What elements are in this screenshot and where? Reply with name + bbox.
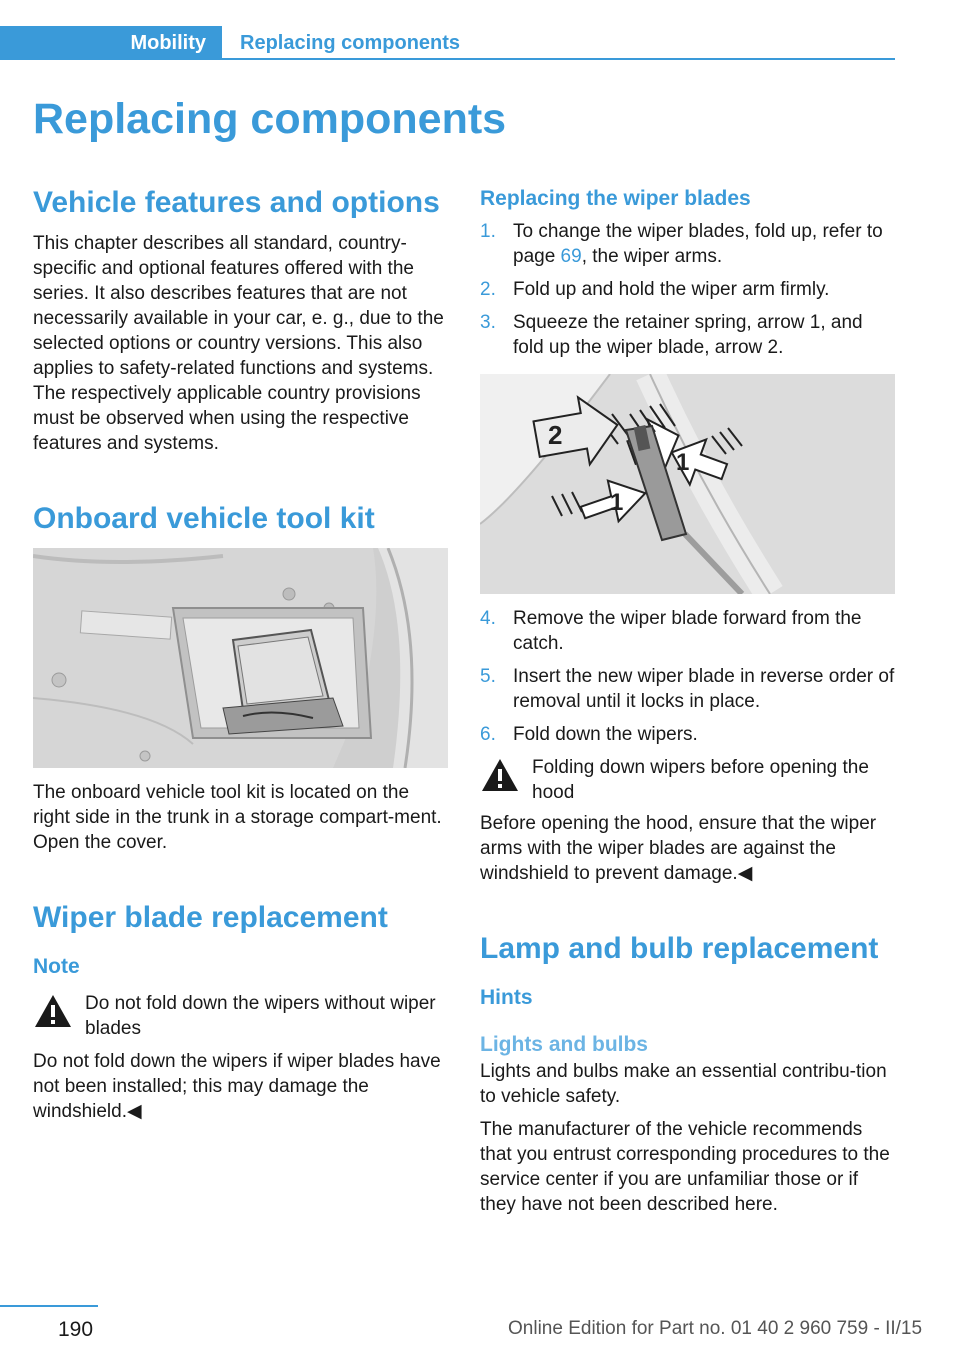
wiper-warning-title: Do not fold down the wipers without wiper blades bbox=[85, 992, 436, 1039]
step-number: 4. bbox=[480, 608, 496, 630]
edition-text: Online Edition for Part no. 01 40 2 960 759 - II/15 bbox=[508, 1318, 923, 1339]
step-number: 1. bbox=[480, 221, 496, 243]
tool-kit-body: The onboard vehicle tool kit is located on the right side in the trunk in a storage compart-ment. Open the cover. bbox=[33, 782, 442, 853]
wiper-warning-body: Do not fold down the wipers if wiper blades have not been installed; this may damage the windshield.◀ bbox=[33, 1050, 441, 1122]
wiper-blade-image bbox=[480, 374, 895, 594]
step-number: 6. bbox=[480, 724, 496, 746]
wiper-heading: Wiper blade replacement bbox=[33, 901, 388, 934]
hood-warning bbox=[480, 755, 895, 805]
step-text: To change the wiper blades, fold up, refer to page 69, the wiper arms. bbox=[513, 221, 883, 268]
wiper-warning bbox=[33, 991, 448, 1041]
steps-list-b bbox=[480, 606, 895, 747]
page-title: Replacing components bbox=[33, 95, 507, 143]
footer-rule bbox=[0, 1305, 98, 1307]
step-text: Squeeze the retainer spring, arrow 1, and fold up the wiper blade, arrow 2. bbox=[513, 312, 863, 359]
arrow-1-upper-label: 1 bbox=[676, 449, 690, 477]
vehicle-features-body: This chapter describes all standard, country-specific and optional features offered with the series. It also describes features that are not necessarily available in your car, e. g., due to the selected options or country versions. This also applies to safety-related functions and systems. The respectively applicable country provisions must be observed when using the respective features and systems. bbox=[33, 232, 444, 454]
warning-icon bbox=[33, 993, 73, 1029]
step-item bbox=[480, 606, 895, 656]
lights-bulbs-heading: Lights and bulbs bbox=[480, 1032, 648, 1056]
vehicle-features-heading: Vehicle features and options bbox=[33, 186, 440, 219]
step-item bbox=[480, 219, 895, 269]
step-text: Remove the wiper blade forward from the catch. bbox=[513, 608, 862, 655]
step-number: 5. bbox=[480, 666, 496, 688]
header-rule bbox=[222, 58, 895, 60]
replacing-wipers-heading: Replacing the wiper blades bbox=[480, 187, 751, 210]
step-item bbox=[480, 722, 895, 747]
tool-kit-image bbox=[33, 548, 448, 768]
step-number: 2. bbox=[480, 279, 496, 301]
header-bar bbox=[0, 26, 895, 62]
note-heading: Note bbox=[33, 954, 80, 978]
hints-heading: Hints bbox=[480, 985, 533, 1009]
lamp-body-2: The manufacturer of the vehicle recommends that you entrust corresponding procedures to the service center if you are unfamiliar those or if they have not been described here. bbox=[480, 1119, 890, 1216]
step-text: Insert the new wiper blade in reverse order of removal until it locks in place. bbox=[513, 666, 895, 713]
tool-kit-heading: Onboard vehicle tool kit bbox=[33, 501, 375, 535]
lamp-body-1: Lights and bulbs make an essential contribu-tion to vehicle safety. bbox=[480, 1061, 887, 1108]
lamp-heading: Lamp and bulb replacement bbox=[480, 932, 879, 966]
wiper-illustration bbox=[480, 374, 895, 594]
section-tab[interactable]: Mobility bbox=[0, 26, 222, 60]
page-link[interactable]: 69 bbox=[560, 246, 582, 268]
arrow-1-lower-label: 1 bbox=[610, 489, 624, 517]
page-number: 190 bbox=[58, 1318, 94, 1341]
arrow-2-label: 2 bbox=[548, 420, 563, 451]
trunk-illustration bbox=[33, 548, 448, 768]
chapter-tab[interactable]: Replacing components bbox=[240, 31, 461, 54]
right-column bbox=[480, 186, 895, 1217]
step-item bbox=[480, 664, 895, 714]
steps-list-a bbox=[480, 219, 895, 360]
left-column bbox=[33, 186, 448, 1124]
step-text: Fold down the wipers. bbox=[513, 724, 698, 746]
step-text: Fold up and hold the wiper arm firmly. bbox=[513, 279, 830, 301]
step-item bbox=[480, 277, 895, 302]
step-number: 3. bbox=[480, 312, 496, 334]
step-item bbox=[480, 310, 895, 360]
hood-warning-title: Folding down wipers before opening the hood bbox=[532, 757, 869, 804]
warning-icon bbox=[480, 757, 520, 793]
hood-warning-body: Before opening the hood, ensure that the wiper arms with the wiper blades are against the windshield to prevent damage.◀ bbox=[480, 813, 877, 885]
